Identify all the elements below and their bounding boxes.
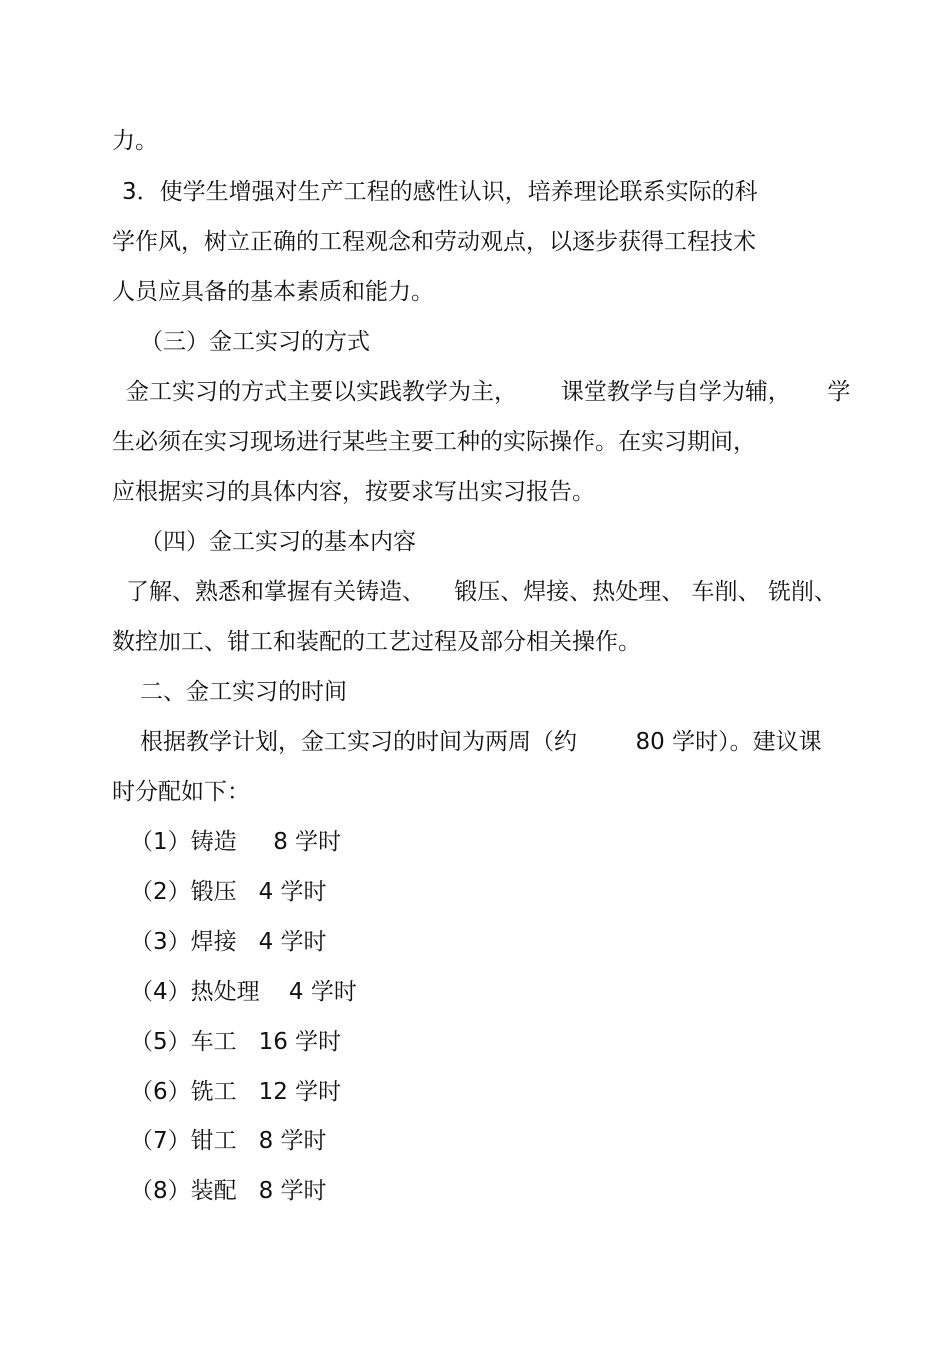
method-line-2: 生必须在实习现场进行某些主要工种的实际操作。在实习期间， — [112, 429, 756, 455]
section-heading-content: （四）金工实习的基本内容 — [140, 529, 416, 555]
section-heading-method: （三）金工实习的方式 — [140, 329, 370, 355]
schedule-item: （2）锻压 4 学时 — [130, 879, 327, 905]
goal-3-line-3: 人员应具备的基本素质和能力。 — [112, 279, 434, 305]
schedule-item: （3）焊接 4 学时 — [130, 929, 327, 955]
time-line-1: 根据教学计划，金工实习的时间为两周（约 80 学时）。建议课 — [140, 729, 822, 755]
schedule-item: （8）装配 8 学时 — [130, 1178, 327, 1204]
goal-3-line-2: 学作风，树立正确的工程观念和劳动观点，以逐步获得工程技术 — [112, 229, 756, 255]
section-heading-time: 二、金工实习的时间 — [140, 679, 347, 705]
schedule-item: （5）车工 16 学时 — [130, 1029, 342, 1055]
content-line-1: 了解、熟悉和掌握有关铸造、 锻压、焊接、热处理、 车削、 铣削、 — [126, 579, 837, 605]
method-line-3: 应根据实习的具体内容，按要求写出实习报告。 — [112, 479, 595, 505]
time-line-2: 时分配如下： — [112, 779, 250, 805]
schedule-item: （7）钳工 8 学时 — [130, 1128, 327, 1154]
schedule-item: （1）铸造 8 学时 — [130, 829, 342, 855]
schedule-item: （4）热处理 4 学时 — [130, 979, 357, 1005]
goal-3-line-1: 3．使学生增强对生产工程的感性认识，培养理论联系实际的科 — [122, 179, 758, 205]
method-line-1: 金工实习的方式主要以实践教学为主， 课堂教学与自学为辅， 学 — [126, 379, 851, 405]
schedule-item: （6）铣工 12 学时 — [130, 1079, 342, 1105]
content-line-2: 数控加工、钳工和装配的工艺过程及部分相关操作。 — [112, 629, 641, 655]
paragraph-tail: 力。 — [112, 128, 158, 154]
